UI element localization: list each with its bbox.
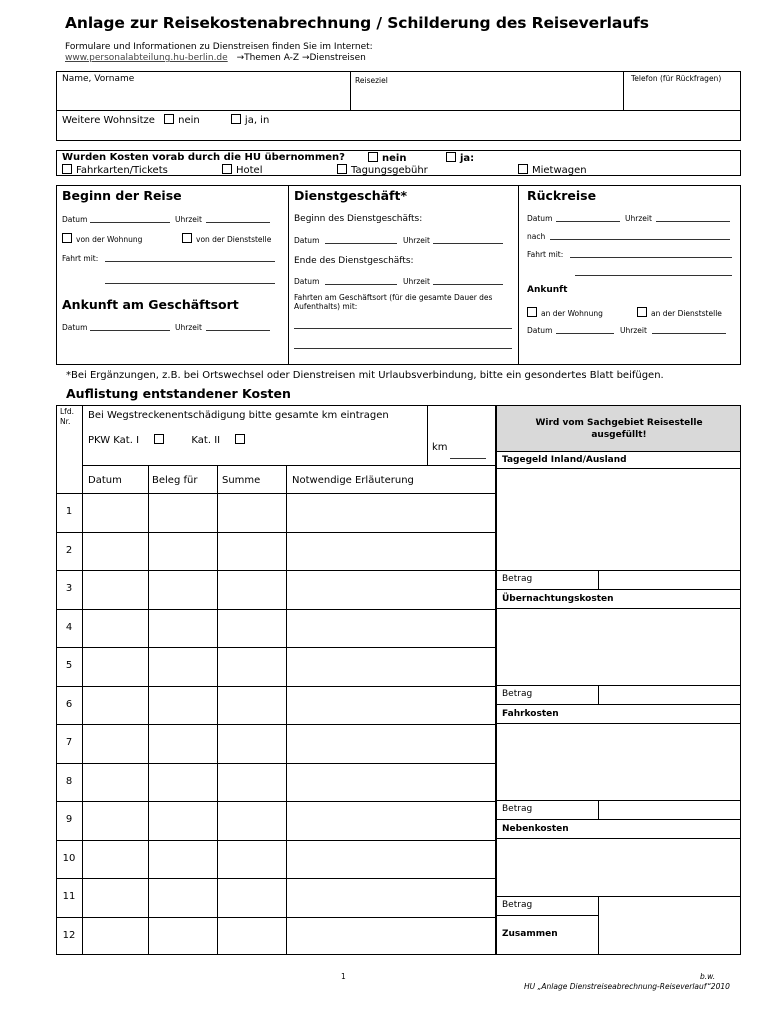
ankunft-datum-label: Datum xyxy=(62,323,88,332)
dienst-datum-field[interactable] xyxy=(325,243,397,244)
table-row[interactable] xyxy=(83,802,495,839)
row-number: 12 xyxy=(62,930,76,941)
table-row[interactable] xyxy=(83,687,495,724)
beginn-fahrt-field[interactable] xyxy=(105,261,275,262)
divider xyxy=(496,608,741,609)
vorab-ja-label: ja: xyxy=(460,153,475,164)
rueck-dienststelle-label: an der Dienststelle xyxy=(651,309,722,318)
vorab-opt2-group xyxy=(222,164,263,176)
beginn-fahrt-field-2[interactable] xyxy=(105,283,275,284)
row-number: 8 xyxy=(65,776,73,787)
betrag2-label: Betrag xyxy=(502,689,533,699)
mietwagen-label: Mietwagen xyxy=(532,165,587,176)
rueck-nach-field[interactable] xyxy=(550,239,730,240)
wohnsitze-nein-label: nein xyxy=(178,115,200,126)
km-instruction: Bei Wegstreckenentschädigung bitte gesamte km eintragen xyxy=(88,410,389,421)
tagungsgebuehr-label: Tagungsgebühr xyxy=(351,165,428,176)
dienst-fahrten-field-2[interactable] xyxy=(294,348,512,349)
info-line: Formulare und Informationen zu Dienstreisen finden Sie im Internet: xyxy=(65,42,373,52)
internet-link[interactable]: www.personalabteilung.hu-berlin.de xyxy=(65,53,228,63)
divider xyxy=(496,570,741,571)
page-title: Anlage zur Reisekostenabrechnung / Schilderung des Reiseverlaufs xyxy=(65,14,649,32)
col-erlaeuterung: Notwendige Erläuterung xyxy=(292,475,414,486)
row-number: 2 xyxy=(65,545,73,556)
vorab-nein-group xyxy=(368,152,406,164)
table-row[interactable] xyxy=(83,648,495,685)
mietwagen-checkbox[interactable] xyxy=(518,164,528,174)
hotel-checkbox[interactable] xyxy=(222,164,232,174)
divider xyxy=(496,896,741,897)
pkw-kat2-label: Kat. II xyxy=(191,435,221,446)
vorab-opt4-group xyxy=(518,164,587,176)
footer-source: HU „Anlage Dienstreiseabrechnung-Reiseverlauf“2010 xyxy=(524,982,730,991)
pkw-kat2-checkbox[interactable] xyxy=(235,434,245,444)
kosten-heading: Auflistung entstandener Kosten xyxy=(66,386,291,401)
nr-label: Nr. xyxy=(60,417,71,426)
divider xyxy=(82,465,496,466)
beginn-datum-field[interactable] xyxy=(90,222,170,223)
divider xyxy=(598,896,599,955)
betrag3-label: Betrag xyxy=(502,804,533,814)
rueck-dienststelle-group xyxy=(637,307,722,318)
bw-note: b.w. xyxy=(700,972,716,981)
beginn-fahrt-label: Fahrt mit: xyxy=(62,254,99,263)
dienst-ende-label: Ende des Dienstgeschäfts: xyxy=(294,256,414,266)
dienst-fahrten-label: Fahrten am Geschäftsort (für die gesamte Dauer des Aufenthalts) mit: xyxy=(294,293,493,311)
tagungsgebuehr-checkbox[interactable] xyxy=(337,164,347,174)
betrag1-label: Betrag xyxy=(502,574,533,584)
divider xyxy=(496,838,741,839)
rueck-uhrzeit2-field[interactable] xyxy=(652,333,726,334)
divider xyxy=(496,915,598,916)
table-row[interactable] xyxy=(83,879,495,916)
ankunft-datum-field[interactable] xyxy=(90,330,170,331)
fahrkosten-label: Fahrkosten xyxy=(502,709,559,719)
footnote: *Bei Ergänzungen, z.B. bei Ortswechsel oder Dienstreisen mit Urlaubsverbindung, bitte ein gesondertes Blatt beifügen. xyxy=(66,370,664,381)
betrag4-label: Betrag xyxy=(502,900,533,910)
divider xyxy=(496,589,741,590)
name-field-label[interactable]: Name, Vorname xyxy=(62,74,135,84)
vorab-nein-label: nein xyxy=(382,153,407,164)
row-number: 11 xyxy=(62,891,76,902)
link-path: →Themen A-Z →Dienstreisen xyxy=(236,53,366,63)
dienst-datum2-field[interactable] xyxy=(325,284,397,285)
dienst-uhrzeit-label: Uhrzeit xyxy=(403,236,430,245)
ankunft-uhrzeit-field[interactable] xyxy=(206,330,270,331)
rueck-uhrzeit2-label: Uhrzeit xyxy=(620,326,647,335)
dienst-beginn-label: Beginn des Dienstgeschäfts: xyxy=(294,214,423,224)
table-row[interactable] xyxy=(83,610,495,647)
beginn-dienststelle-label: von der Dienststelle xyxy=(196,235,272,244)
col-datum: Datum xyxy=(88,475,122,486)
vorab-ja-group xyxy=(446,152,474,164)
table-row[interactable] xyxy=(83,764,495,801)
col-summe: Summe xyxy=(222,475,261,486)
rueck-fahrt-field[interactable] xyxy=(570,257,732,258)
vorab-nein-checkbox[interactable] xyxy=(368,152,378,162)
side-panel xyxy=(496,405,741,955)
rueck-dienststelle-checkbox[interactable] xyxy=(637,307,647,317)
km-field[interactable] xyxy=(450,458,486,459)
wohnsitze-row xyxy=(62,114,269,126)
divider xyxy=(427,405,428,465)
fahrkarten-label: Fahrkarten/Tickets xyxy=(76,165,168,176)
lfd-label: Lfd. xyxy=(60,407,74,416)
rueck-uhrzeit-field[interactable] xyxy=(656,221,730,222)
beginn-dienststelle-checkbox[interactable] xyxy=(182,233,192,243)
divider xyxy=(350,71,351,111)
uebernachtung-label: Übernachtungskosten xyxy=(502,594,614,604)
info-link-line xyxy=(65,53,366,63)
row-number: 5 xyxy=(65,660,73,671)
row-divider xyxy=(56,493,82,494)
divider xyxy=(598,570,599,589)
rueck-heading: Rückreise xyxy=(527,188,597,203)
table-row[interactable] xyxy=(83,494,495,531)
beginn-uhrzeit-label: Uhrzeit xyxy=(175,215,202,224)
row-number: 9 xyxy=(65,814,73,825)
divider xyxy=(623,71,624,111)
beginn-dienststelle-group xyxy=(182,233,271,244)
divider xyxy=(56,110,741,111)
vorab-opt3-group xyxy=(337,164,428,176)
reiseziel-field-label[interactable]: Reiseziel xyxy=(355,76,388,85)
dienst-datum-label: Datum xyxy=(294,236,320,245)
divider xyxy=(496,451,741,452)
dienst-heading: Dienstgeschäft* xyxy=(294,188,408,203)
divider xyxy=(288,185,289,365)
wohnsitze-ja-checkbox[interactable] xyxy=(231,114,241,124)
divider xyxy=(496,685,741,686)
vorab-opt1-group xyxy=(62,164,168,176)
dienst-fahrten-field[interactable] xyxy=(294,328,512,329)
row-number: 7 xyxy=(65,737,73,748)
dienst-uhrzeit-field[interactable] xyxy=(433,243,503,244)
pkw-kat1-checkbox[interactable] xyxy=(154,434,164,444)
lfd-nr-header xyxy=(60,407,74,427)
divider xyxy=(598,685,599,704)
nebenkosten-label: Nebenkosten xyxy=(502,824,569,834)
rueck-ankunft-heading: Ankunft xyxy=(527,285,568,295)
page-number: 1 xyxy=(341,972,346,981)
row-number: 6 xyxy=(65,699,73,710)
table-row[interactable] xyxy=(83,533,495,570)
rueck-fahrt-label: Fahrt mit: xyxy=(527,250,564,259)
rueck-wohnung-label: an der Wohnung xyxy=(541,309,603,318)
wohnsitze-ja-label: ja, in xyxy=(244,115,270,126)
telefon-field-label[interactable]: Telefon (für Rückfragen) xyxy=(631,74,722,83)
pkw-row xyxy=(88,434,249,446)
divider xyxy=(598,800,599,819)
km-label: km xyxy=(432,442,448,453)
dienst-uhrzeit2-label: Uhrzeit xyxy=(403,277,430,286)
beginn-datum-label: Datum xyxy=(62,215,88,224)
divider xyxy=(518,185,519,365)
side-header: Wird vom Sachgebiet Reisestelle ausgefüllt! xyxy=(535,418,703,440)
hotel-label: Hotel xyxy=(236,165,263,176)
row-number: 1 xyxy=(65,506,73,517)
divider xyxy=(496,468,741,469)
wohnsitze-label: Weitere Wohnsitze xyxy=(62,115,155,126)
beginn-wohnung-group xyxy=(62,233,142,244)
ankunft-geschaeftsort-heading: Ankunft am Geschäftsort xyxy=(62,297,239,312)
beginn-wohnung-checkbox[interactable] xyxy=(62,233,72,243)
zusammen-label: Zusammen xyxy=(502,929,558,939)
beginn-uhrzeit-field[interactable] xyxy=(206,222,270,223)
rueck-uhrzeit-label: Uhrzeit xyxy=(625,214,652,223)
tagegeld-label: Tagegeld Inland/Ausland xyxy=(502,455,627,465)
dienst-datum2-label: Datum xyxy=(294,277,320,286)
divider xyxy=(496,819,741,820)
pkw-kat1-label: PKW Kat. I xyxy=(88,435,140,446)
row-number: 4 xyxy=(65,622,73,633)
wohnsitze-nein-checkbox[interactable] xyxy=(164,114,174,124)
fahrkarten-checkbox[interactable] xyxy=(62,164,72,174)
rueck-fahrt-field-2[interactable] xyxy=(575,275,732,276)
rueck-datum-field[interactable] xyxy=(556,221,620,222)
table-row[interactable] xyxy=(83,841,495,878)
rueck-datum-label: Datum xyxy=(527,214,553,223)
divider xyxy=(496,800,741,801)
rueck-wohnung-group xyxy=(527,307,603,318)
divider xyxy=(496,723,741,724)
rueck-datum2-field[interactable] xyxy=(556,333,614,334)
rueck-wohnung-checkbox[interactable] xyxy=(527,307,537,317)
vorab-question: Wurden Kosten vorab durch die HU übernommen? xyxy=(62,152,345,163)
table-row[interactable] xyxy=(83,725,495,762)
col-beleg: Beleg für xyxy=(152,475,198,486)
row-number: 10 xyxy=(62,853,76,864)
rueck-nach-label: nach xyxy=(527,232,546,241)
row-number: 3 xyxy=(65,583,73,594)
vorab-ja-checkbox[interactable] xyxy=(446,152,456,162)
beginn-wohnung-label: von der Wohnung xyxy=(76,235,143,244)
ankunft-uhrzeit-label: Uhrzeit xyxy=(175,323,202,332)
table-row[interactable] xyxy=(83,571,495,608)
vorab-row xyxy=(62,152,345,163)
rueck-datum2-label: Datum xyxy=(527,326,553,335)
table-row[interactable] xyxy=(83,918,495,955)
beginn-heading: Beginn der Reise xyxy=(62,188,182,203)
divider xyxy=(496,704,741,705)
dienst-uhrzeit2-field[interactable] xyxy=(433,284,503,285)
